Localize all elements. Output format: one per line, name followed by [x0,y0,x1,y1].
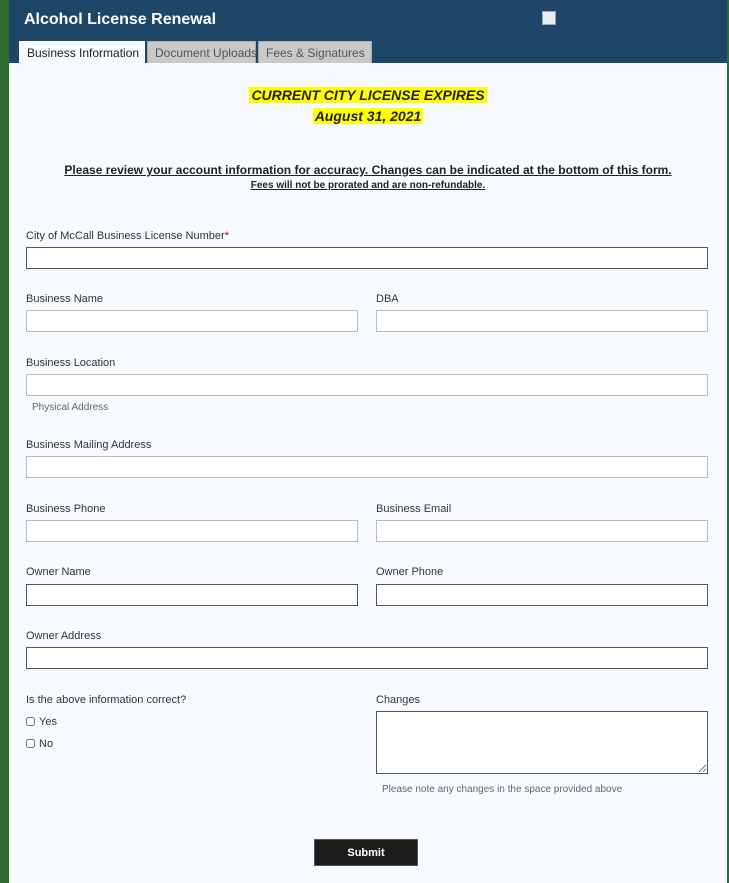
physical-address-hint: Physical Address [32,402,109,413]
business-phone-input[interactable] [26,520,358,542]
no-checkbox[interactable] [26,739,35,748]
info-correct-question: Is the above information correct? [26,694,187,706]
business-location-label: Business Location [26,357,116,369]
page-title: Alcohol License Renewal [24,11,217,28]
expiry-banner-date: August 31, 2021 [314,108,422,124]
business-email-label: Business Email [376,503,452,515]
submit-button[interactable]: Submit [314,839,418,866]
tab-document-uploads[interactable]: Document Uploads [147,41,256,63]
review-notice: Please review your account information for accuracy. Changes can be indicated at the bottom of this form. [64,163,672,177]
business-name-label: Business Name [26,293,104,305]
broken-image-icon [542,11,556,25]
form-frame [9,0,727,883]
business-phone-label: Business Phone [26,503,106,515]
business-location-input[interactable] [26,374,708,396]
yes-checkbox[interactable] [26,717,35,726]
mailing-address-input[interactable] [26,456,708,478]
owner-address-label: Owner Address [26,630,102,642]
yes-label: Yes [39,716,57,728]
fees-notice: Fees will not be prorated and are non-refundable. [250,180,486,191]
changes-textarea[interactable] [376,711,708,774]
expiry-banner-line1: CURRENT CITY LICENSE EXPIRES [251,87,485,103]
owner-name-label: Owner Name [26,566,91,578]
required-marker: * [224,230,229,242]
owner-phone-label: Owner Phone [376,566,444,578]
mailing-address-label: Business Mailing Address [26,439,152,451]
owner-name-input[interactable] [26,584,358,606]
dba-input[interactable] [376,310,708,332]
business-name-input[interactable] [26,310,358,332]
changes-hint: Please note any changes in the space provided above [382,784,623,795]
changes-label: Changes [376,694,421,706]
header-bar [9,0,727,63]
dba-label: DBA [376,293,399,305]
no-label: No [39,738,54,750]
tab-fees-signatures[interactable]: Fees & Signatures [258,41,372,63]
license-number-label: City of McCall Business License Number* [26,230,229,242]
owner-address-input[interactable] [26,647,708,669]
license-number-input[interactable] [26,247,708,269]
business-email-input[interactable] [376,520,708,542]
tab-business-information[interactable]: Business Information [19,41,145,63]
owner-phone-input[interactable] [376,584,708,606]
